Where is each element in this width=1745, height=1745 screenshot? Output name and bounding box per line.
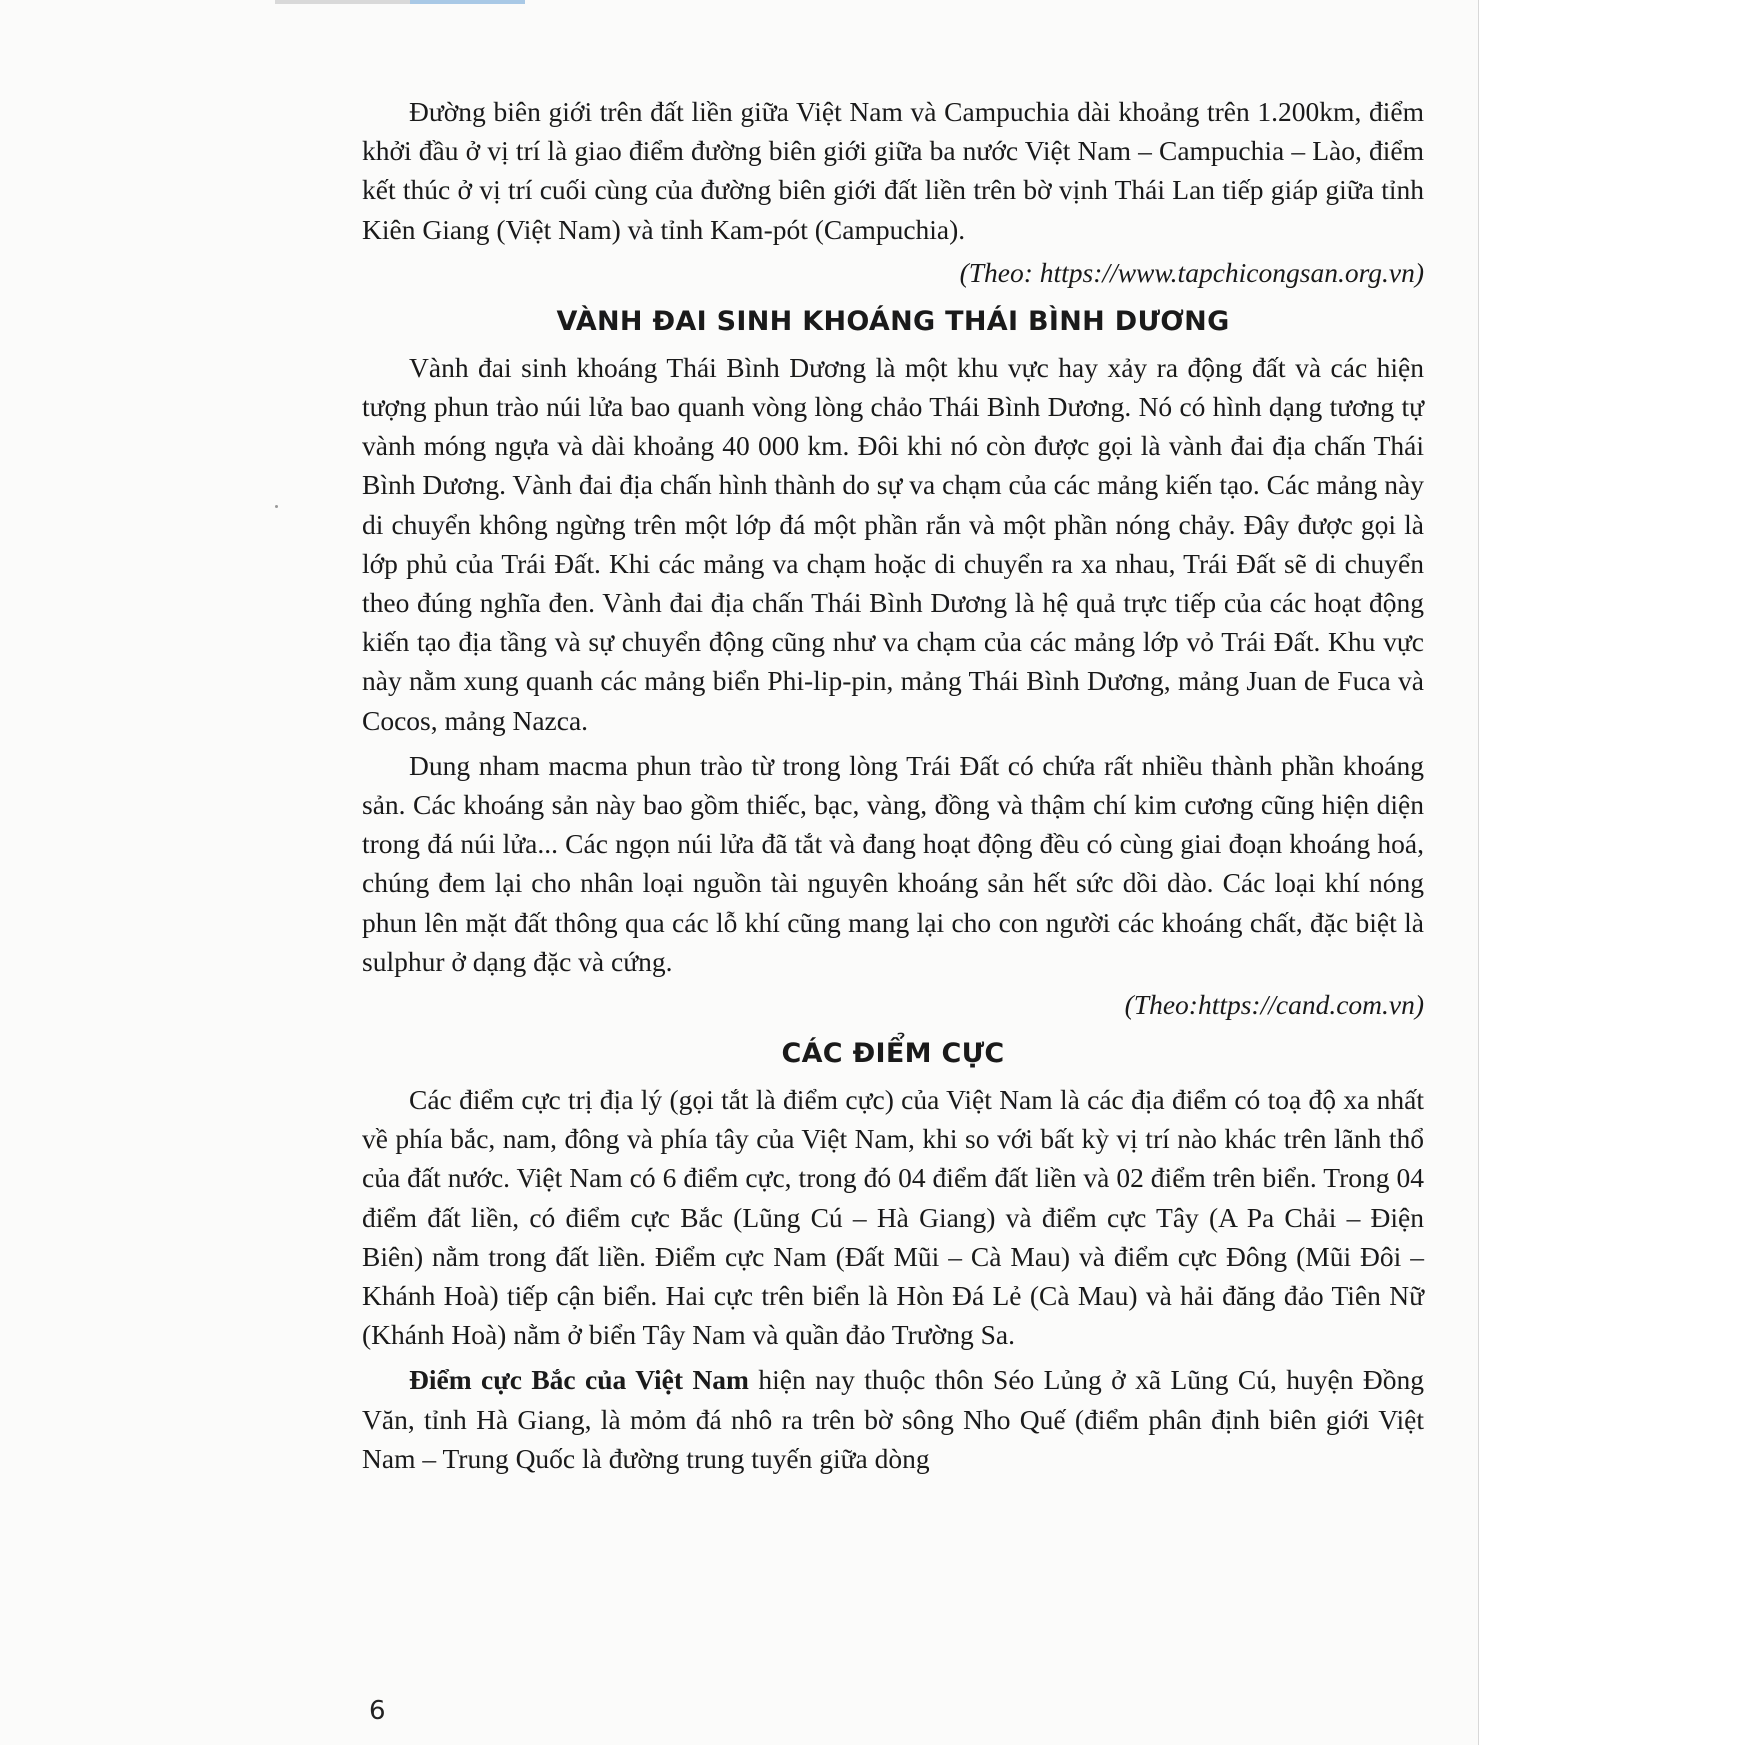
page-top-edge-tint [410,0,525,4]
extreme-points-paragraph-1: Các điểm cực trị địa lý (gọi tắt là điểm cực) của Việt Nam là các địa điểm có toạ độ xa nhất về phía bắc, nam, đông và phía tây của Việt Nam, khi so với bất kỳ vị trí nào khác trên lãnh thổ của đất nước. Việt Nam có 6 điểm cực, trong đó 04 điểm đất liền và 02 điểm trên biển. Trong 04 điểm đất liền, có điểm cực Bắc (Lũng Cú – Hà Giang) và điểm cực Tây (A Pa Chải – Điện Biên) nằm trong đất liền. Điểm cực Nam (Đất Mũi – Cà Mau) và điểm cực Đông (Mũi Đôi – Khánh Hoà) tiếp cận biển. Hai cực trên biển là Hòn Đá Lẻ (Cà Mau) và hải đăng đảo Tiên Nữ (Khánh Hoà) nằm ở biển Tây Nam và quần đảo Trường Sa. [362,1084,1424,1351]
ring-of-fire-paragraph-1: Vành đai sinh khoáng Thái Bình Dương là một khu vực hay xảy ra động đất và các hiện tượng phun trào núi lửa bao quanh vòng lòng chảo Thái Bình Dương. Nó có hình dạng tương tự vành móng ngựa và dài khoảng 40 000 km. Đôi khi nó còn được gọi là vành đai địa chấn Thái Bình Dương. Vành đai địa chấn hình thành do sự va chạm của các mảng kiến tạo. Các mảng này di chuyển không ngừng trên một lớp đá một phần rắn và một phần nóng chảy. Đây được gọi là lớp phủ của Trái Đất. Khi các mảng va chạm hoặc di chuyển ra xa nhau, Trái Đất sẽ di chuyển theo đúng nghĩa đen. Vành đai địa chấn Thái Bình Dương là hệ quả trực tiếp của các hoạt động kiến tạo địa tầng và sự chuyển động cũng như va chạm của các mảng lớp vỏ Trái Đất. Khu vực này nằm xung quanh các mảng biển Phi-lip-pin, mảng Thái Bình Dương, mảng Juan de Fuca và Cocos, mảng Nazca. [362,351,1424,736]
extreme-points-paragraph-2 [362,1360,1424,1478]
ring-of-fire-heading: VÀNH ĐAI SINH KHOÁNG THÁI BÌNH DƯƠNG [556,305,1230,337]
intro-source-citation: (Theo: https://www.tapchicongsan.org.vn) [959,256,1424,288]
intro-paragraph: Đường biên giới trên đất liền giữa Việt Nam và Campuchia dài khoảng trên 1.200km, điểm khởi đầu ở vị trí là giao điểm đường biên giới giữa ba nước Việt Nam – Campuchia – Lào, điểm kết thúc ở vị trí cuối cùng của đường biên giới đất liền trên bờ vịnh Thái Lan tiếp giáp giữa tỉnh Kiên Giang (Việt Nam) và tỉnh Kam-pót (Campuchia). [362,96,1424,245]
north-point-lead: Điểm cực Bắc của Việt Nam [409,1364,749,1396]
extreme-points-heading: CÁC ĐIỂM CỰC [781,1038,1005,1070]
ring-of-fire-paragraph-2: Dung nham macma phun trào từ trong lòng Trái Đất có chứa rất nhiều thành phần khoáng sản. Các khoáng sản này bao gồm thiếc, bạc, vàng, đồng và thậm chí kim cương cũng hiện diện trong đá núi lửa... Các ngọn núi lửa đã tắt và đang hoạt động đều có cùng giai đoạn khoáng hoá, chúng đem lại cho nhân loại nguồn tài nguyên khoáng sản hết sức dồi dào. Các loại khí nóng phun lên mặt đất thông qua các lỗ khí cũng mang lại cho con người các khoáng chất, đặc biệt là sulphur ở dạng đặc và cứng. [362,749,1424,977]
north-point-text: hiện nay thuộc thôn Séo Lủng ở xã Lũng Cú, huyện Đồng Văn, tỉnh Hà Giang, là mỏm đá nhô ra trên bờ sông Nho Quế (điểm phân định biên giới Việt Nam – Trung Quốc là đường trung tuyến giữa dòng [362,1364,1424,1474]
print-speck [275,505,278,508]
ring-of-fire-source-citation: (Theo:https://cand.com.vn) [1124,989,1424,1021]
page-content [362,92,1424,1478]
page-number: 6 [369,1696,386,1726]
